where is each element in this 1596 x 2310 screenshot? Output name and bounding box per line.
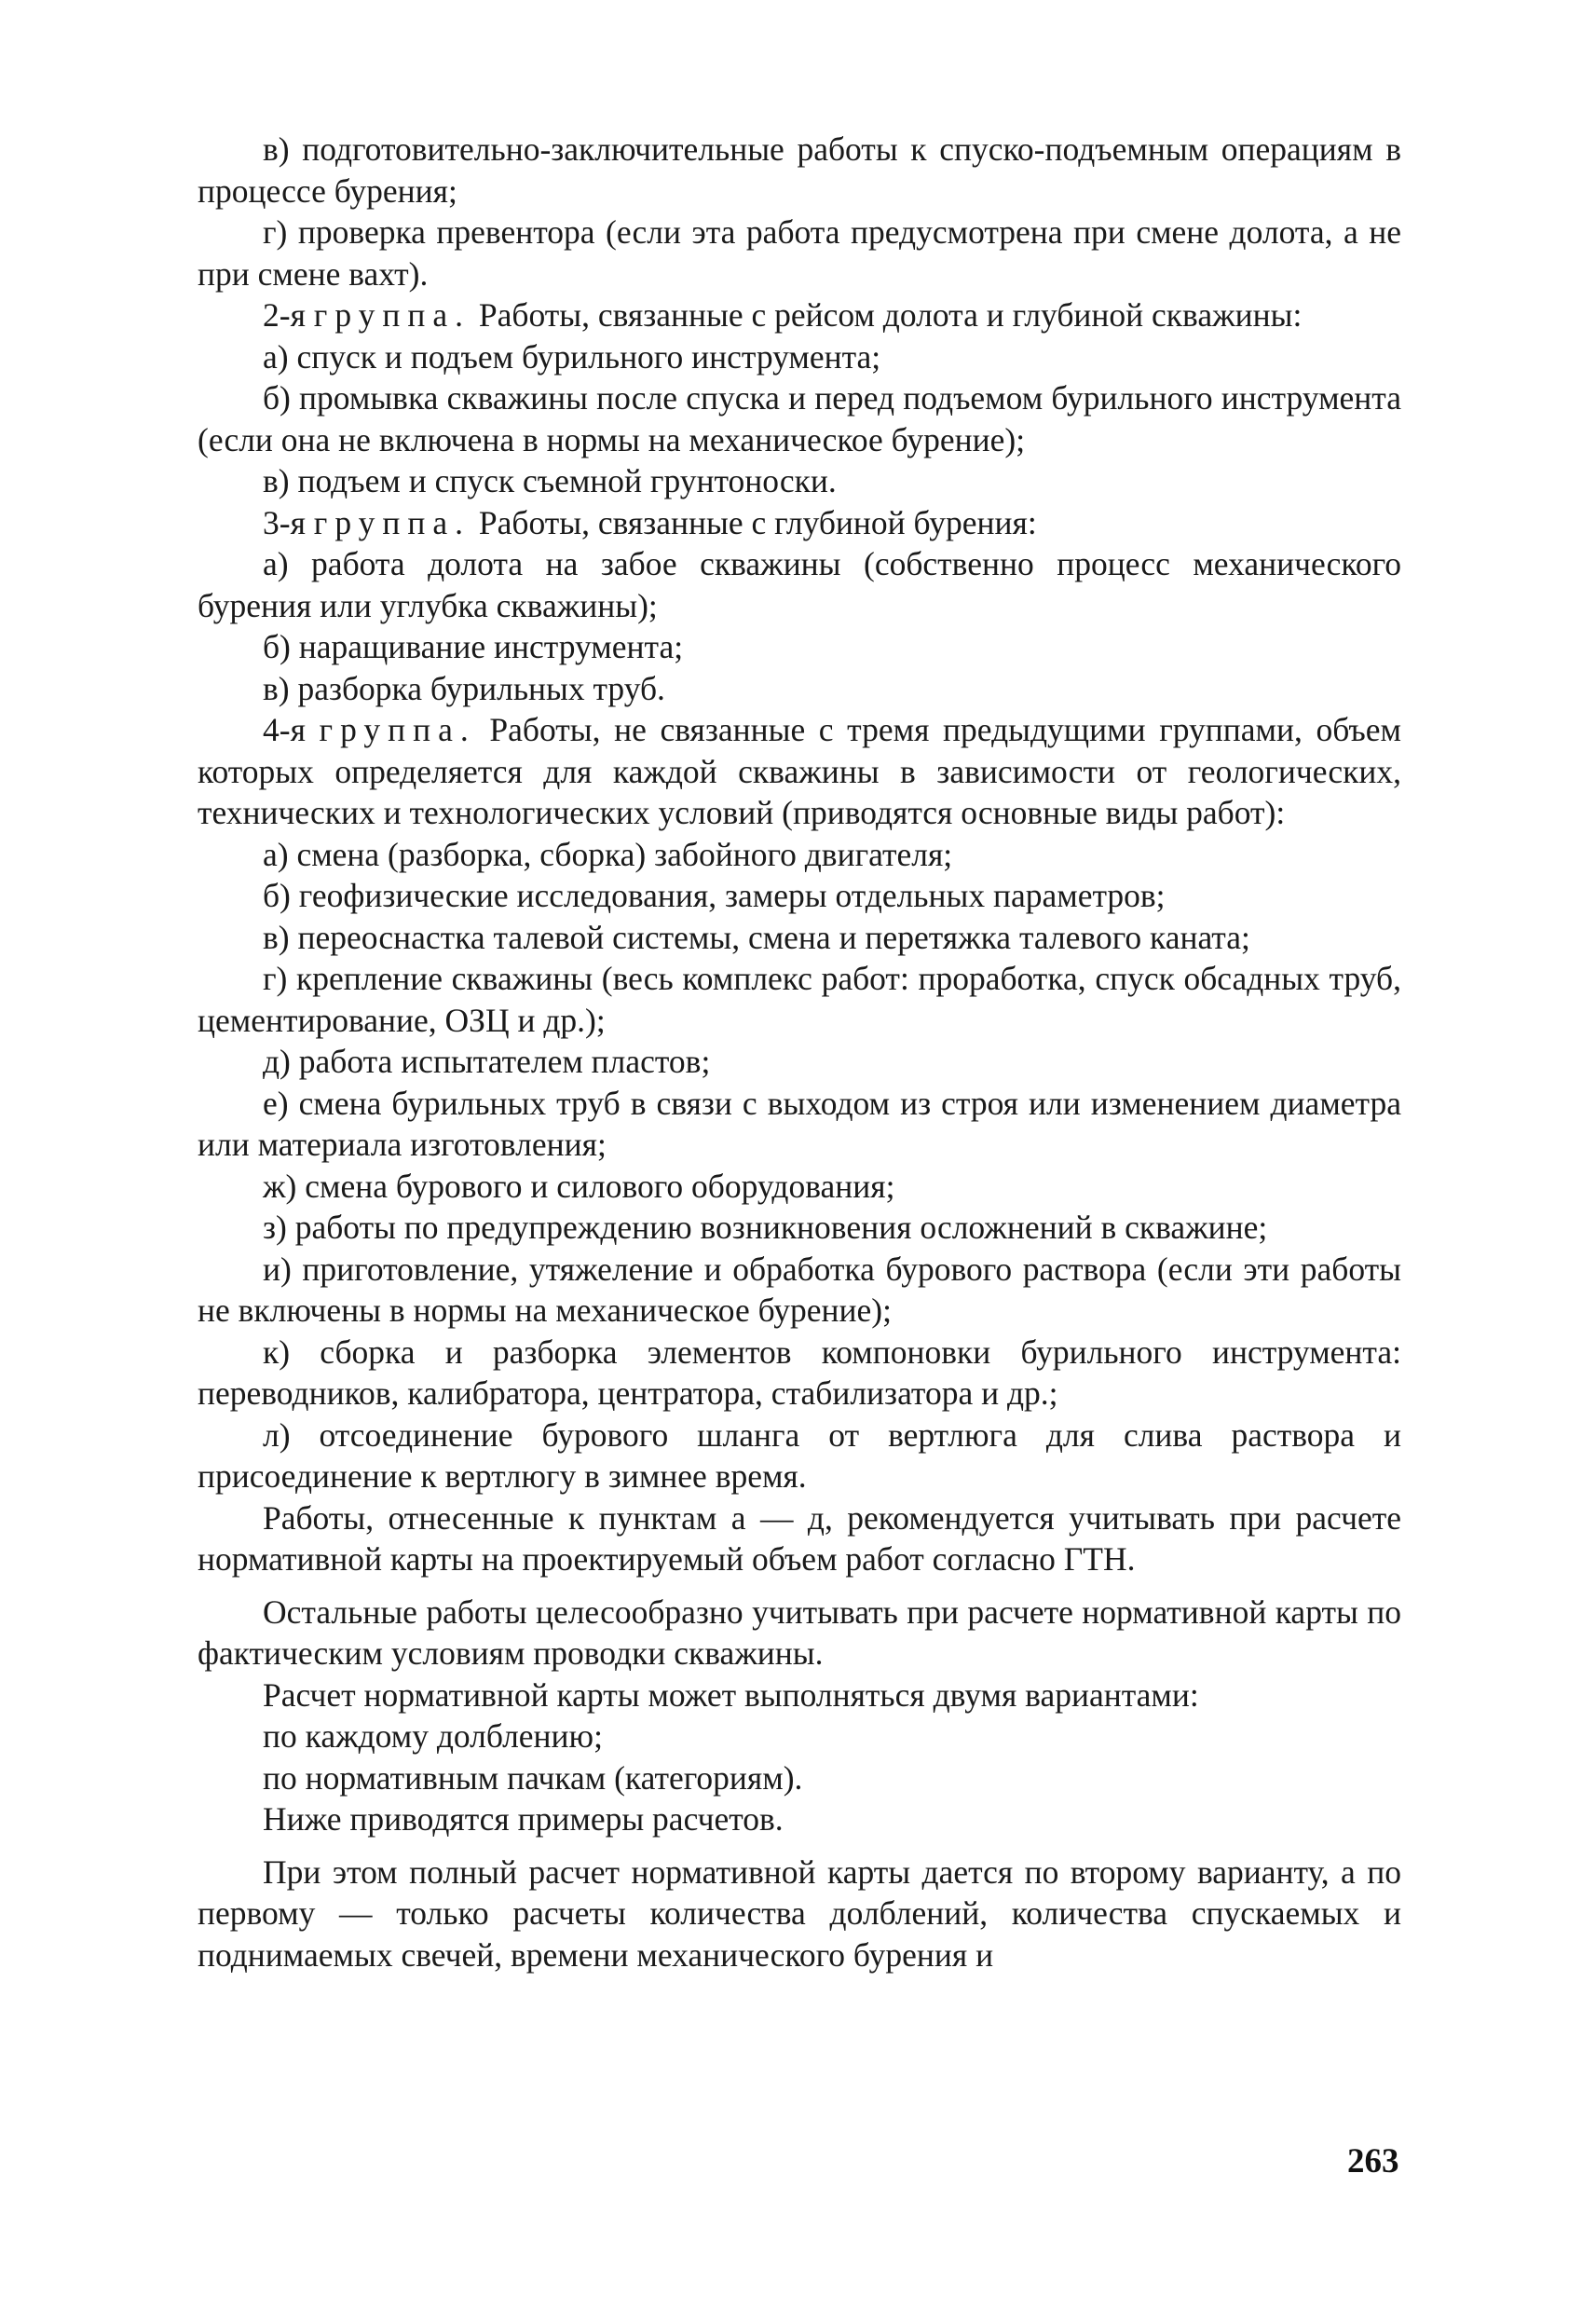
paragraph-26: по каждому долблению; <box>263 1717 603 1755</box>
group-label: группа. <box>319 711 476 748</box>
paragraph-14: в) переоснастка талевой системы, смена и перетяжка талевого каната; <box>263 918 1250 956</box>
paragraph-5: б) промывка скважины после спуска и перед подъемом бурильного инструмента (если она не включена в нормы на механическое бурение); <box>198 379 1401 458</box>
paragraph-27: по нормативным пачкам (категориям). <box>263 1758 803 1797</box>
group-3-heading <box>198 502 1401 544</box>
paragraph-24: Остальные работы целесообразно учитывать при расчете нормативной карты по фактическим условиям проводки скважины. <box>198 1592 1401 1672</box>
page-number: 263 <box>1347 2142 1399 2180</box>
group-label: группа. <box>313 296 471 334</box>
group-number: 2-я <box>263 296 306 334</box>
paragraph-22: л) отсоединение бурового шланга от вертлюга для слива раствора и присоединение к вертлюгу в зимнее время. <box>198 1415 1401 1495</box>
paragraph-23: Работы, отнесенные к пунктам а — д, рекомендуется учитывать при расчете нормативной карты на проектируемый объем работ согласно ГТН. <box>198 1498 1401 1578</box>
group-description: Работы, связанные с глубиной бурения: <box>471 503 1037 541</box>
paragraph-2: г) проверка превентора (если эта работа предусмотрена при смене долота, а не при смене вахт). <box>198 213 1401 293</box>
paragraph-4: а) спуск и подъем бурильного инструмента; <box>263 337 881 376</box>
paragraph-13: б) геофизические исследования, замеры отдельных параметров; <box>263 877 1166 914</box>
paragraph-21: к) сборка и разборка элементов компоновки бурильного инструмента: переводников, калибратора, центратора, стабилизатора и др.; <box>198 1333 1401 1412</box>
paragraph-6: в) подъем и спуск съемной грунтоноски. <box>263 462 837 499</box>
paragraph-9: б) наращивание инструмента; <box>263 628 684 665</box>
paragraph-17: е) смена бурильных труб в связи с выходом из строя или изменением диаметра или материала изготовления; <box>198 1084 1401 1163</box>
paragraph-1: в) подготовительно-заключительные работы к спуско-подъемным операциям в процессе бурения; <box>198 130 1401 210</box>
paragraph-20: и) приготовление, утяжеление и обработка бурового раствора (если эти работы не включены в нормы на механическое бурение); <box>198 1250 1401 1329</box>
paragraph-8: а) работа долота на забое скважины (собственно процесс механического бурения или углубка скважины); <box>198 545 1401 624</box>
page-body <box>198 129 1401 1975</box>
group-description: Работы, не связанные с тремя предыдущими группами, объем которых определяется для каждой скважины в зависимости от геологических, технических и технологических условий (приводятся основные виды работ): <box>198 711 1402 831</box>
group-2-heading <box>198 294 1401 336</box>
paragraph-28: Ниже приводятся примеры расчетов. <box>263 1800 784 1838</box>
group-description: Работы, связанные с рейсом долота и глубиной скважины: <box>471 296 1303 334</box>
group-number: 4-я <box>263 711 306 748</box>
paragraph-19: з) работы по предупреждению возникновения осложнений в скважине; <box>263 1209 1268 1246</box>
paragraph-12: а) смена (разборка, сборка) забойного двигателя; <box>263 835 953 873</box>
paragraph-15: г) крепление скважины (весь комплекс работ: проработка, спуск обсадных труб, цементирование, ОЗЦ и др.); <box>198 960 1401 1039</box>
group-number: 3-я <box>263 503 306 541</box>
paragraph-25: Расчет нормативной карты может выполняться двумя вариантами: <box>263 1675 1199 1714</box>
paragraph-29: При этом полный расчет нормативной карты дается по второму варианту, а по первому — только расчеты количества долблений, количества спускаемых и поднимаемых свечей, времени механического бурения и <box>198 1852 1401 1974</box>
paragraph-18: ж) смена бурового и силового оборудования; <box>263 1167 895 1205</box>
group-label: группа. <box>313 503 471 541</box>
paragraph-16: д) работа испытателем пластов; <box>263 1043 711 1080</box>
paragraph-10: в) разборка бурильных труб. <box>263 669 665 707</box>
group-4-heading <box>198 709 1401 834</box>
